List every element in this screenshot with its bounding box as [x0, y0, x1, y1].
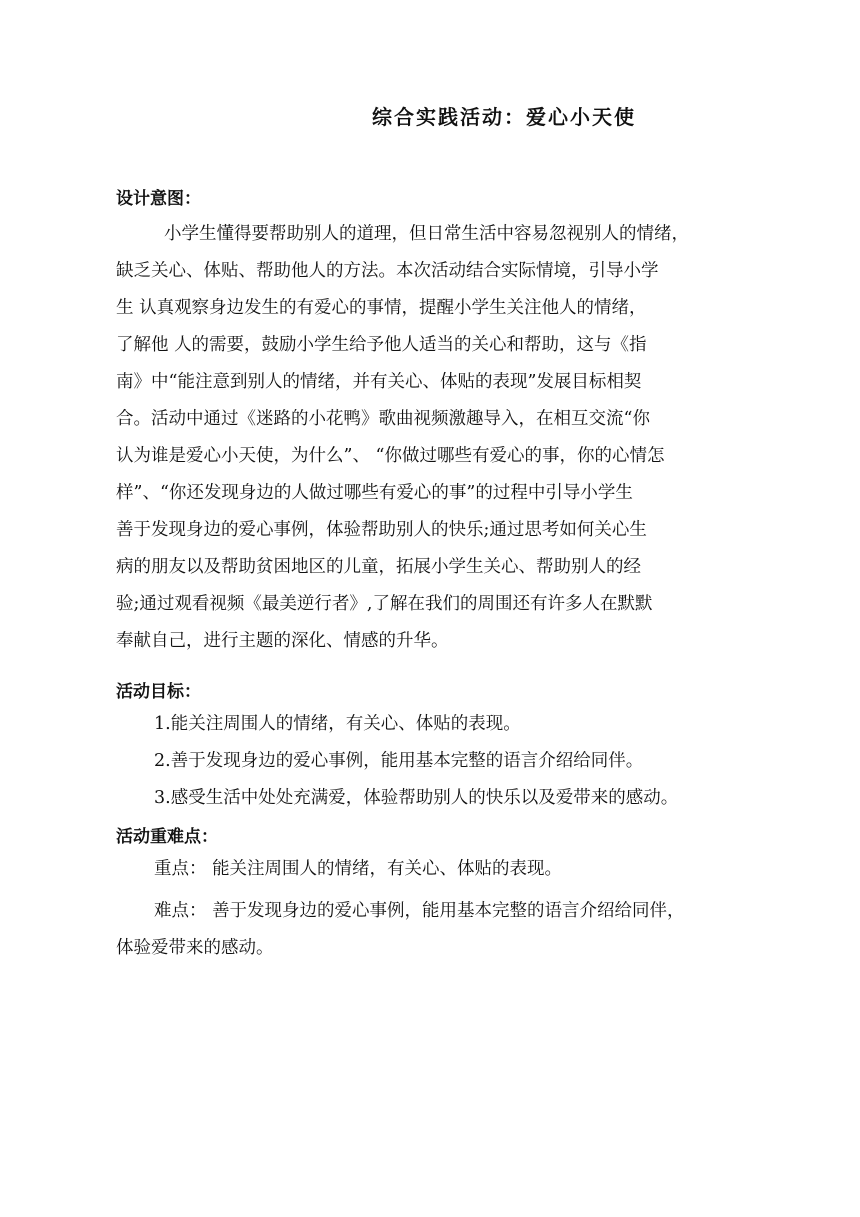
paragraph-line: 小学生懂得要帮助别人的道理，但日常生活中容易忽视别人的情绪， — [164, 224, 689, 244]
goals-heading: 活动目标： — [116, 682, 201, 702]
document-title: 综合实践活动：爱心小天使 — [372, 105, 636, 129]
paragraph-line: 奉献自己，进行主题的深化、情感的升华。 — [116, 631, 449, 651]
difficult-point-line: 体验爱带来的感动。 — [116, 938, 274, 958]
goal-item: 2.善于发现身边的爱心事例，能用基本完整的语言介绍给同伴。 — [154, 751, 644, 771]
paragraph-line: 验;通过观看视频《最美逆行者》,了解在我们的周围还有许多人在默默 — [116, 594, 653, 614]
paragraph-line: 样”、“你还发现身边的人做过哪些有爱心的事”的过程中引导小学生 — [116, 483, 633, 503]
paragraph-line: 病的朋友以及帮助贫困地区的儿童，拓展小学生关心、帮助别人的经 — [116, 557, 641, 577]
goal-item: 1.能关注周围人的情绪，有关心、体贴的表现。 — [154, 714, 521, 734]
paragraph-line: 认为谁是爱心小天使，为什么”、 “你做过哪些有爱心的事，你的心情怎 — [116, 446, 665, 466]
key-points-heading: 活动重难点： — [116, 827, 218, 847]
paragraph-line: 缺乏关心、体贴、帮助他人的方法。本次活动结合实际情境，引导小学 — [116, 261, 659, 281]
difficult-point-line: 难点： 善于发现身边的爱心事例，能用基本完整的语言介绍给同伴， — [154, 901, 685, 921]
design-intent-heading: 设计意图： — [116, 189, 201, 209]
paragraph-line: 了解他 人的需要，鼓励小学生给予他人适当的关心和帮助，这与《指 — [116, 335, 647, 355]
paragraph-line: 合。活动中通过《迷路的小花鸭》歌曲视频激趣导入，在相互交流“你 — [116, 409, 650, 429]
paragraph-line: 南》中“能注意到别人的情绪，并有关心、体贴的表现”发展目标相契 — [116, 372, 642, 392]
paragraph-line: 善于发现身边的爱心事例，体验帮助别人的快乐;通过思考如何关心生 — [116, 520, 647, 540]
paragraph-line: 生 认真观察身边发生的有爱心的事情，提醒小学生关注他人的情绪， — [116, 298, 647, 318]
goal-item: 3.感受生活中处处充满爱，体验帮助别人的快乐以及爱带来的感动。 — [154, 788, 679, 808]
key-point-line: 重点： 能关注周围人的情绪，有关心、体贴的表现。 — [154, 859, 563, 879]
